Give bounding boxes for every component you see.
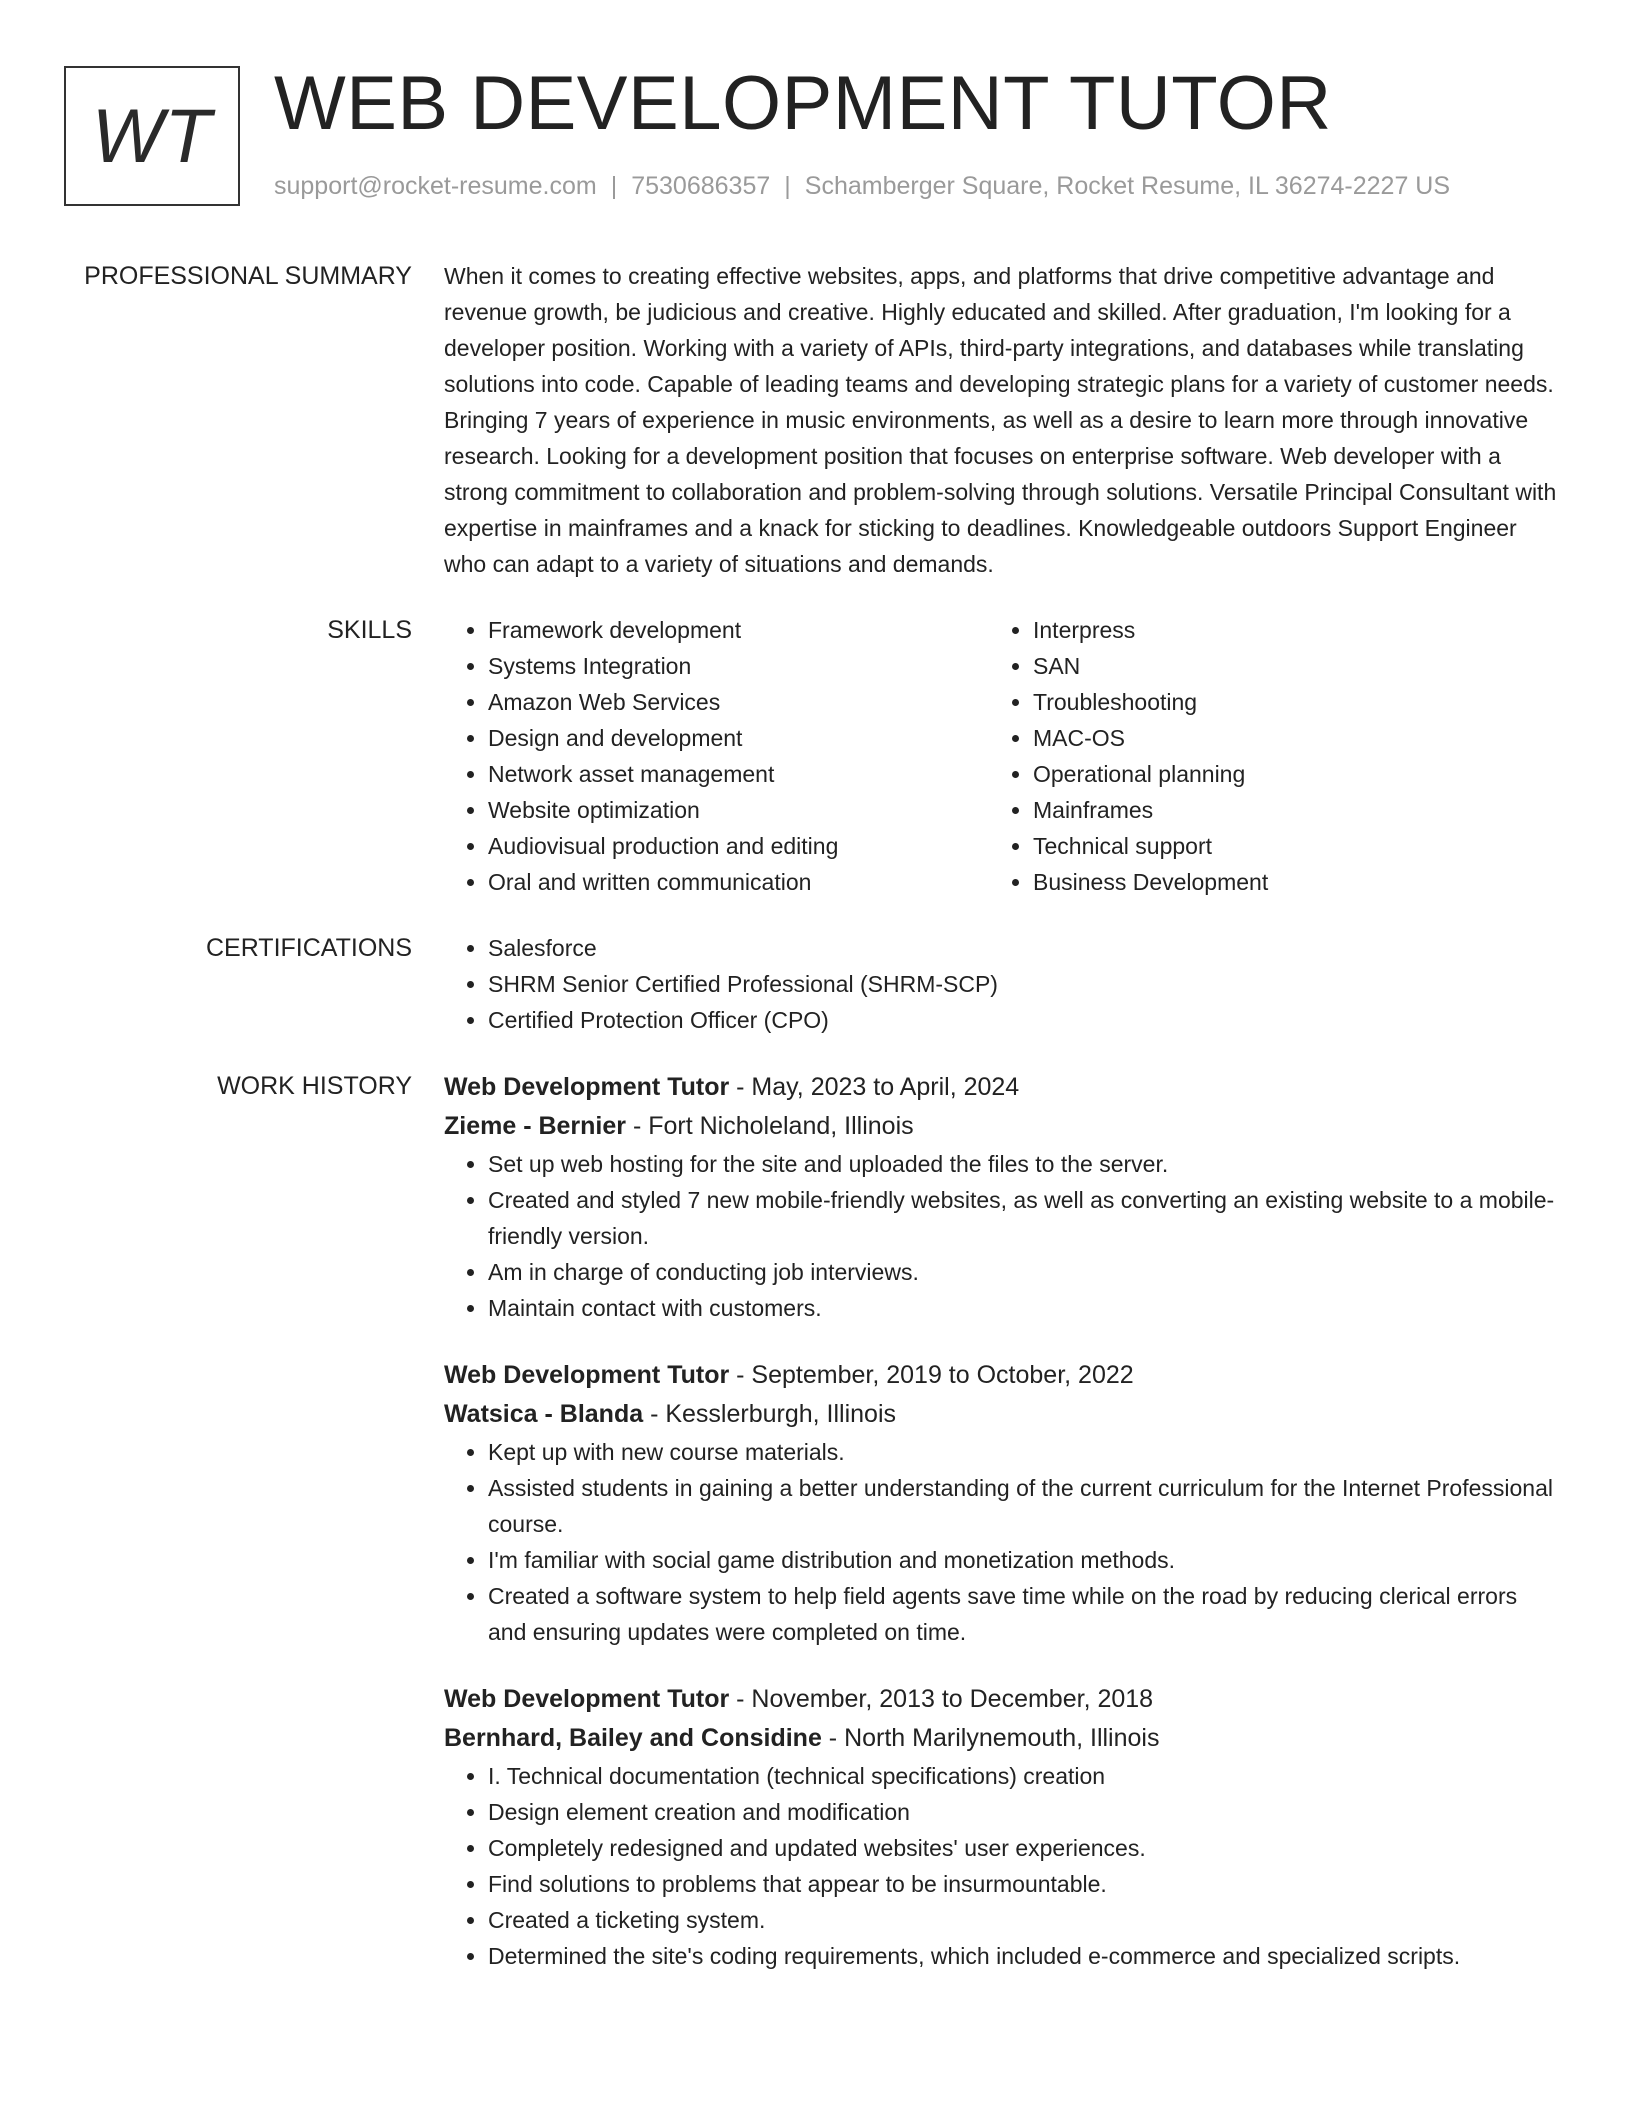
- certification-item: • Certified Protection Officer (CPO): [488, 1002, 1559, 1038]
- job-company-line: [444, 1107, 1559, 1146]
- job-duties-list: [444, 1758, 1559, 1974]
- skill-item: • Systems Integration: [488, 648, 989, 684]
- skill-item: • Amazon Web Services: [488, 684, 989, 720]
- skill-item: • Framework development: [488, 612, 989, 648]
- certification-item: • SHRM Senior Certified Professional (SHRM-SCP): [488, 966, 1559, 1002]
- job-duty-item: • I'm familiar with social game distribution and monetization methods.: [488, 1542, 1559, 1578]
- skills-list-left: [444, 612, 989, 900]
- job-company: Bernhard, Bailey and Considine: [444, 1724, 822, 1752]
- job-dates: - September, 2019 to October, 2022: [729, 1361, 1134, 1389]
- monogram-logo: WT: [64, 66, 240, 206]
- professional-summary-section: [0, 258, 1632, 582]
- certifications-section: [0, 930, 1632, 1038]
- job-dates: - November, 2013 to December, 2018: [729, 1685, 1154, 1713]
- skill-item: • Audiovisual production and editing: [488, 828, 989, 864]
- skills-list-right: [989, 612, 1534, 900]
- skill-item: • Technical support: [1033, 828, 1534, 864]
- job-duties-list: [444, 1146, 1559, 1326]
- job-title: Web Development Tutor: [444, 1361, 730, 1389]
- summary-paragraph: When it comes to creating effective websites, apps, and platforms that drive competitive advantage and revenue growth, be judicious and creative. Highly educated and skilled. After graduation, I'm looking for a developer position. Working with a variety of APIs, third-party integrations, and databases while translating solutions into code. Capable of leading teams and developing strategic plans for a variety of customer needs. Bringing 7 years of experience in music environments, as well as a desire to learn more through innovative research. Looking for a development position that focuses on enterprise software. Web developer with a strong commitment to collaboration and problem-solving through solutions. Versatile Principal Consultant with expertise in mainframes and a knack for sticking to deadlines. Knowledgeable outdoors Support Engineer who can adapt to a variety of situations and demands.: [444, 263, 1557, 577]
- contact-phone[interactable]: 7530686357: [631, 172, 771, 200]
- job-location: - Kesslerburgh, Illinois: [643, 1400, 897, 1428]
- job-location: - North Marilynemouth, Illinois: [821, 1724, 1160, 1752]
- skill-item: • Website optimization: [488, 792, 989, 828]
- section-heading-certifications: CERTIFICATIONS: [205, 934, 412, 962]
- section-heading-skills: SKILLS: [327, 616, 412, 644]
- job-entry: [444, 1356, 1559, 1650]
- job-dates: - May, 2023 to April, 2024: [729, 1073, 1020, 1101]
- job-title-line: [444, 1356, 1559, 1395]
- job-location: - Fort Nicholeland, Illinois: [626, 1112, 914, 1140]
- job-duty-item: • Design element creation and modification: [488, 1794, 1559, 1830]
- skills-section: [0, 612, 1632, 900]
- resume-sections: [0, 258, 1632, 2034]
- skill-item: • Mainframes: [1033, 792, 1534, 828]
- job-duty-item: • Find solutions to problems that appear to be insurmountable.: [488, 1866, 1559, 1902]
- job-duty-item: • Am in charge of conducting job interviews.: [488, 1254, 1559, 1290]
- certifications-list: [444, 930, 1559, 1038]
- job-duty-item: • Completely redesigned and updated websites' user experiences.: [488, 1830, 1559, 1866]
- contact-email[interactable]: support@rocket-resume.com: [274, 172, 597, 200]
- skill-item: • SAN: [1033, 648, 1534, 684]
- job-duty-item: • Created a ticketing system.: [488, 1902, 1559, 1938]
- section-heading-professional-summary: PROFESSIONAL SUMMARY: [84, 262, 412, 290]
- job-title-line: [444, 1068, 1559, 1107]
- contact-address: Schamberger Square, Rocket Resume, IL 36274-2227 US: [804, 172, 1451, 200]
- job-duties-list: [444, 1434, 1559, 1650]
- job-duty-item: • Created a software system to help field agents save time while on the road by reducing clerical errors and ensuring updates were completed on time.: [488, 1578, 1559, 1650]
- work-history-section: [0, 1068, 1632, 2004]
- contact-separator: |: [610, 172, 618, 200]
- skill-item: • Business Development: [1033, 864, 1534, 900]
- skill-item: • Interpress: [1033, 612, 1534, 648]
- job-company-line: [444, 1719, 1559, 1758]
- section-heading-work-history: WORK HISTORY: [217, 1072, 412, 1100]
- job-duty-item: • Determined the site's coding requirements, which included e-commerce and specialized scripts.: [488, 1938, 1559, 1974]
- skill-item: • MAC-OS: [1033, 720, 1534, 756]
- skill-item: • Operational planning: [1033, 756, 1534, 792]
- skill-item: • Design and development: [488, 720, 989, 756]
- job-title-line: [444, 1680, 1559, 1719]
- job-company: Watsica - Blanda: [444, 1400, 644, 1428]
- skill-item: • Troubleshooting: [1033, 684, 1534, 720]
- job-entry: [444, 1680, 1559, 1974]
- job-duty-item: • Kept up with new course materials.: [488, 1434, 1559, 1470]
- job-company: Zieme - Bernier: [444, 1112, 627, 1140]
- certification-item: • Salesforce: [488, 930, 1559, 966]
- resume-name-title: WEB DEVELOPMENT TUTOR: [274, 61, 1332, 146]
- job-title: Web Development Tutor: [444, 1073, 730, 1101]
- job-title: Web Development Tutor: [444, 1685, 730, 1713]
- contact-line: [274, 172, 1450, 201]
- job-duty-item: • Maintain contact with customers.: [488, 1290, 1559, 1326]
- skill-item: • Oral and written communication: [488, 864, 989, 900]
- job-company-line: [444, 1395, 1559, 1434]
- job-duty-item: • Set up web hosting for the site and uploaded the files to the server.: [488, 1146, 1559, 1182]
- job-duty-item: • I. Technical documentation (technical specifications) creation: [488, 1758, 1559, 1794]
- job-duty-item: • Created and styled 7 new mobile-friendly websites, as well as converting an existing website to a mobile-friendly version.: [488, 1182, 1559, 1254]
- job-duty-item: • Assisted students in gaining a better understanding of the current curriculum for the Internet Professional course.: [488, 1470, 1559, 1542]
- skill-item: • Network asset management: [488, 756, 989, 792]
- job-entry: [444, 1068, 1559, 1326]
- contact-separator: |: [784, 172, 791, 200]
- skills-grid: [444, 612, 1559, 900]
